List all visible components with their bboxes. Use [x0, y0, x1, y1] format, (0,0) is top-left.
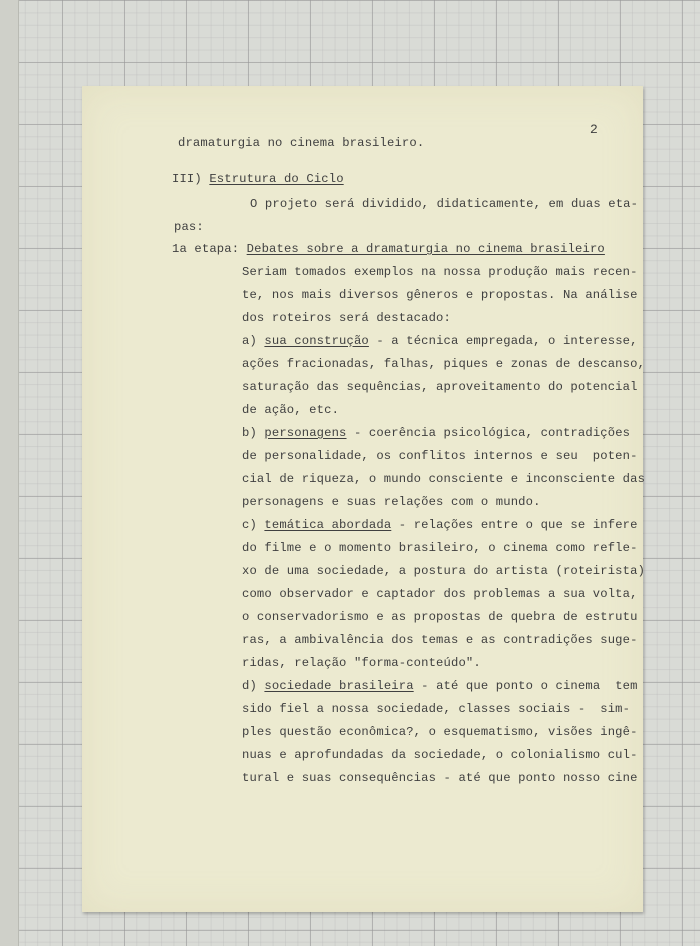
underlined-text: sua construção	[264, 334, 369, 348]
text-segment: III)	[172, 172, 210, 186]
text-segment: Seriam tomados exemplos na nossa produção mais recen-	[242, 265, 638, 279]
text-segment: ações fracionadas, falhas, piques e zonas de descanso,	[242, 357, 646, 371]
text-line	[242, 449, 638, 463]
text-segment: b)	[242, 426, 265, 440]
text-segment: o conservadorismo e as propostas de quebra de estrutu	[242, 610, 638, 624]
graph-paper-ruler	[0, 0, 19, 946]
text-segment: O projeto será dividido, didaticamente, em duas eta-	[250, 197, 639, 211]
section-heading	[172, 172, 344, 186]
text-segment: c)	[242, 518, 265, 532]
text-segment: tural e suas consequências - até que ponto nosso cine	[242, 771, 638, 785]
text-line	[242, 610, 638, 624]
underlined-text: personagens	[264, 426, 347, 440]
list-item	[242, 679, 638, 693]
text-segment: como observador e captador dos problemas a sua volta,	[242, 587, 638, 601]
text-line	[242, 288, 638, 302]
text-line	[174, 220, 204, 234]
text-segment: nuas e aprofundadas da sociedade, o colonialismo cul-	[242, 748, 638, 762]
text-line	[242, 725, 638, 739]
list-item	[242, 518, 638, 532]
text-segment: - coerência psicológica, contradições	[346, 426, 631, 440]
text-segment: personagens e suas relações com o mundo.	[242, 495, 541, 509]
text-segment: - a técnica empregada, o interesse,	[368, 334, 638, 348]
text-line	[242, 587, 638, 601]
text-segment: - até que ponto o cinema tem	[413, 679, 638, 693]
text-segment: ridas, relação "forma-conteúdo".	[242, 656, 481, 670]
text-line	[242, 771, 638, 785]
text-segment: ples questão econômica?, o esquematismo, visões ingê-	[242, 725, 638, 739]
text-line	[242, 495, 541, 509]
typewritten-page	[82, 86, 646, 912]
text-segment: de ação, etc.	[242, 403, 340, 417]
text-segment: d)	[242, 679, 265, 693]
text-line	[242, 702, 630, 716]
underlined-text: Estrutura do Ciclo	[209, 172, 344, 186]
text-segment: do filme e o momento brasileiro, o cinema como reflе-	[242, 541, 638, 555]
text-segment: cial de riqueza, o mundo consciente e inconsciente das	[242, 472, 646, 486]
text-segment: a)	[242, 334, 265, 348]
text-segment: te, nos mais diversos gêneros e propostas. Na análise	[242, 288, 638, 302]
text-line	[242, 541, 638, 555]
text-segment: dramaturgia no cinema brasileiro.	[178, 136, 425, 150]
text-line	[242, 656, 481, 670]
text-segment: sido fiel a nossa sociedade, classes sociais - sim-	[242, 702, 631, 716]
underlined-text: temática abordada	[264, 518, 392, 532]
text-line	[242, 357, 645, 371]
underlined-text: Debates sobre a dramaturgia no cinema brasileiro	[246, 242, 605, 256]
text-line	[242, 633, 638, 647]
text-line	[242, 564, 645, 578]
text-segment: dos roteiros será destacado:	[242, 311, 451, 325]
text-segment: xo de uma sociedade, a postura do artista (roteirista)	[242, 564, 646, 578]
text-segment: de personalidade, os conflitos internos e seu poten-	[242, 449, 638, 463]
text-segment: 1a etapa:	[172, 242, 247, 256]
text-line	[242, 311, 451, 325]
text-segment: ras, a ambivalência dos temas e as contradições suge-	[242, 633, 638, 647]
text-line	[242, 403, 339, 417]
page-number: 2	[590, 122, 598, 137]
stage-heading	[172, 242, 605, 256]
list-item	[242, 334, 638, 348]
text-line	[242, 748, 638, 762]
text-line	[242, 472, 645, 486]
text-segment: - relações entre o que se infere	[391, 518, 638, 532]
text-segment: saturação das sequências, aproveitamento do potencial	[242, 380, 638, 394]
list-item	[242, 426, 630, 440]
text-line	[242, 380, 638, 394]
text-line	[178, 136, 424, 150]
underlined-text: sociedade brasileira	[264, 679, 414, 693]
text-line	[242, 265, 638, 279]
text-line	[250, 197, 638, 211]
text-segment: pas:	[174, 220, 204, 234]
